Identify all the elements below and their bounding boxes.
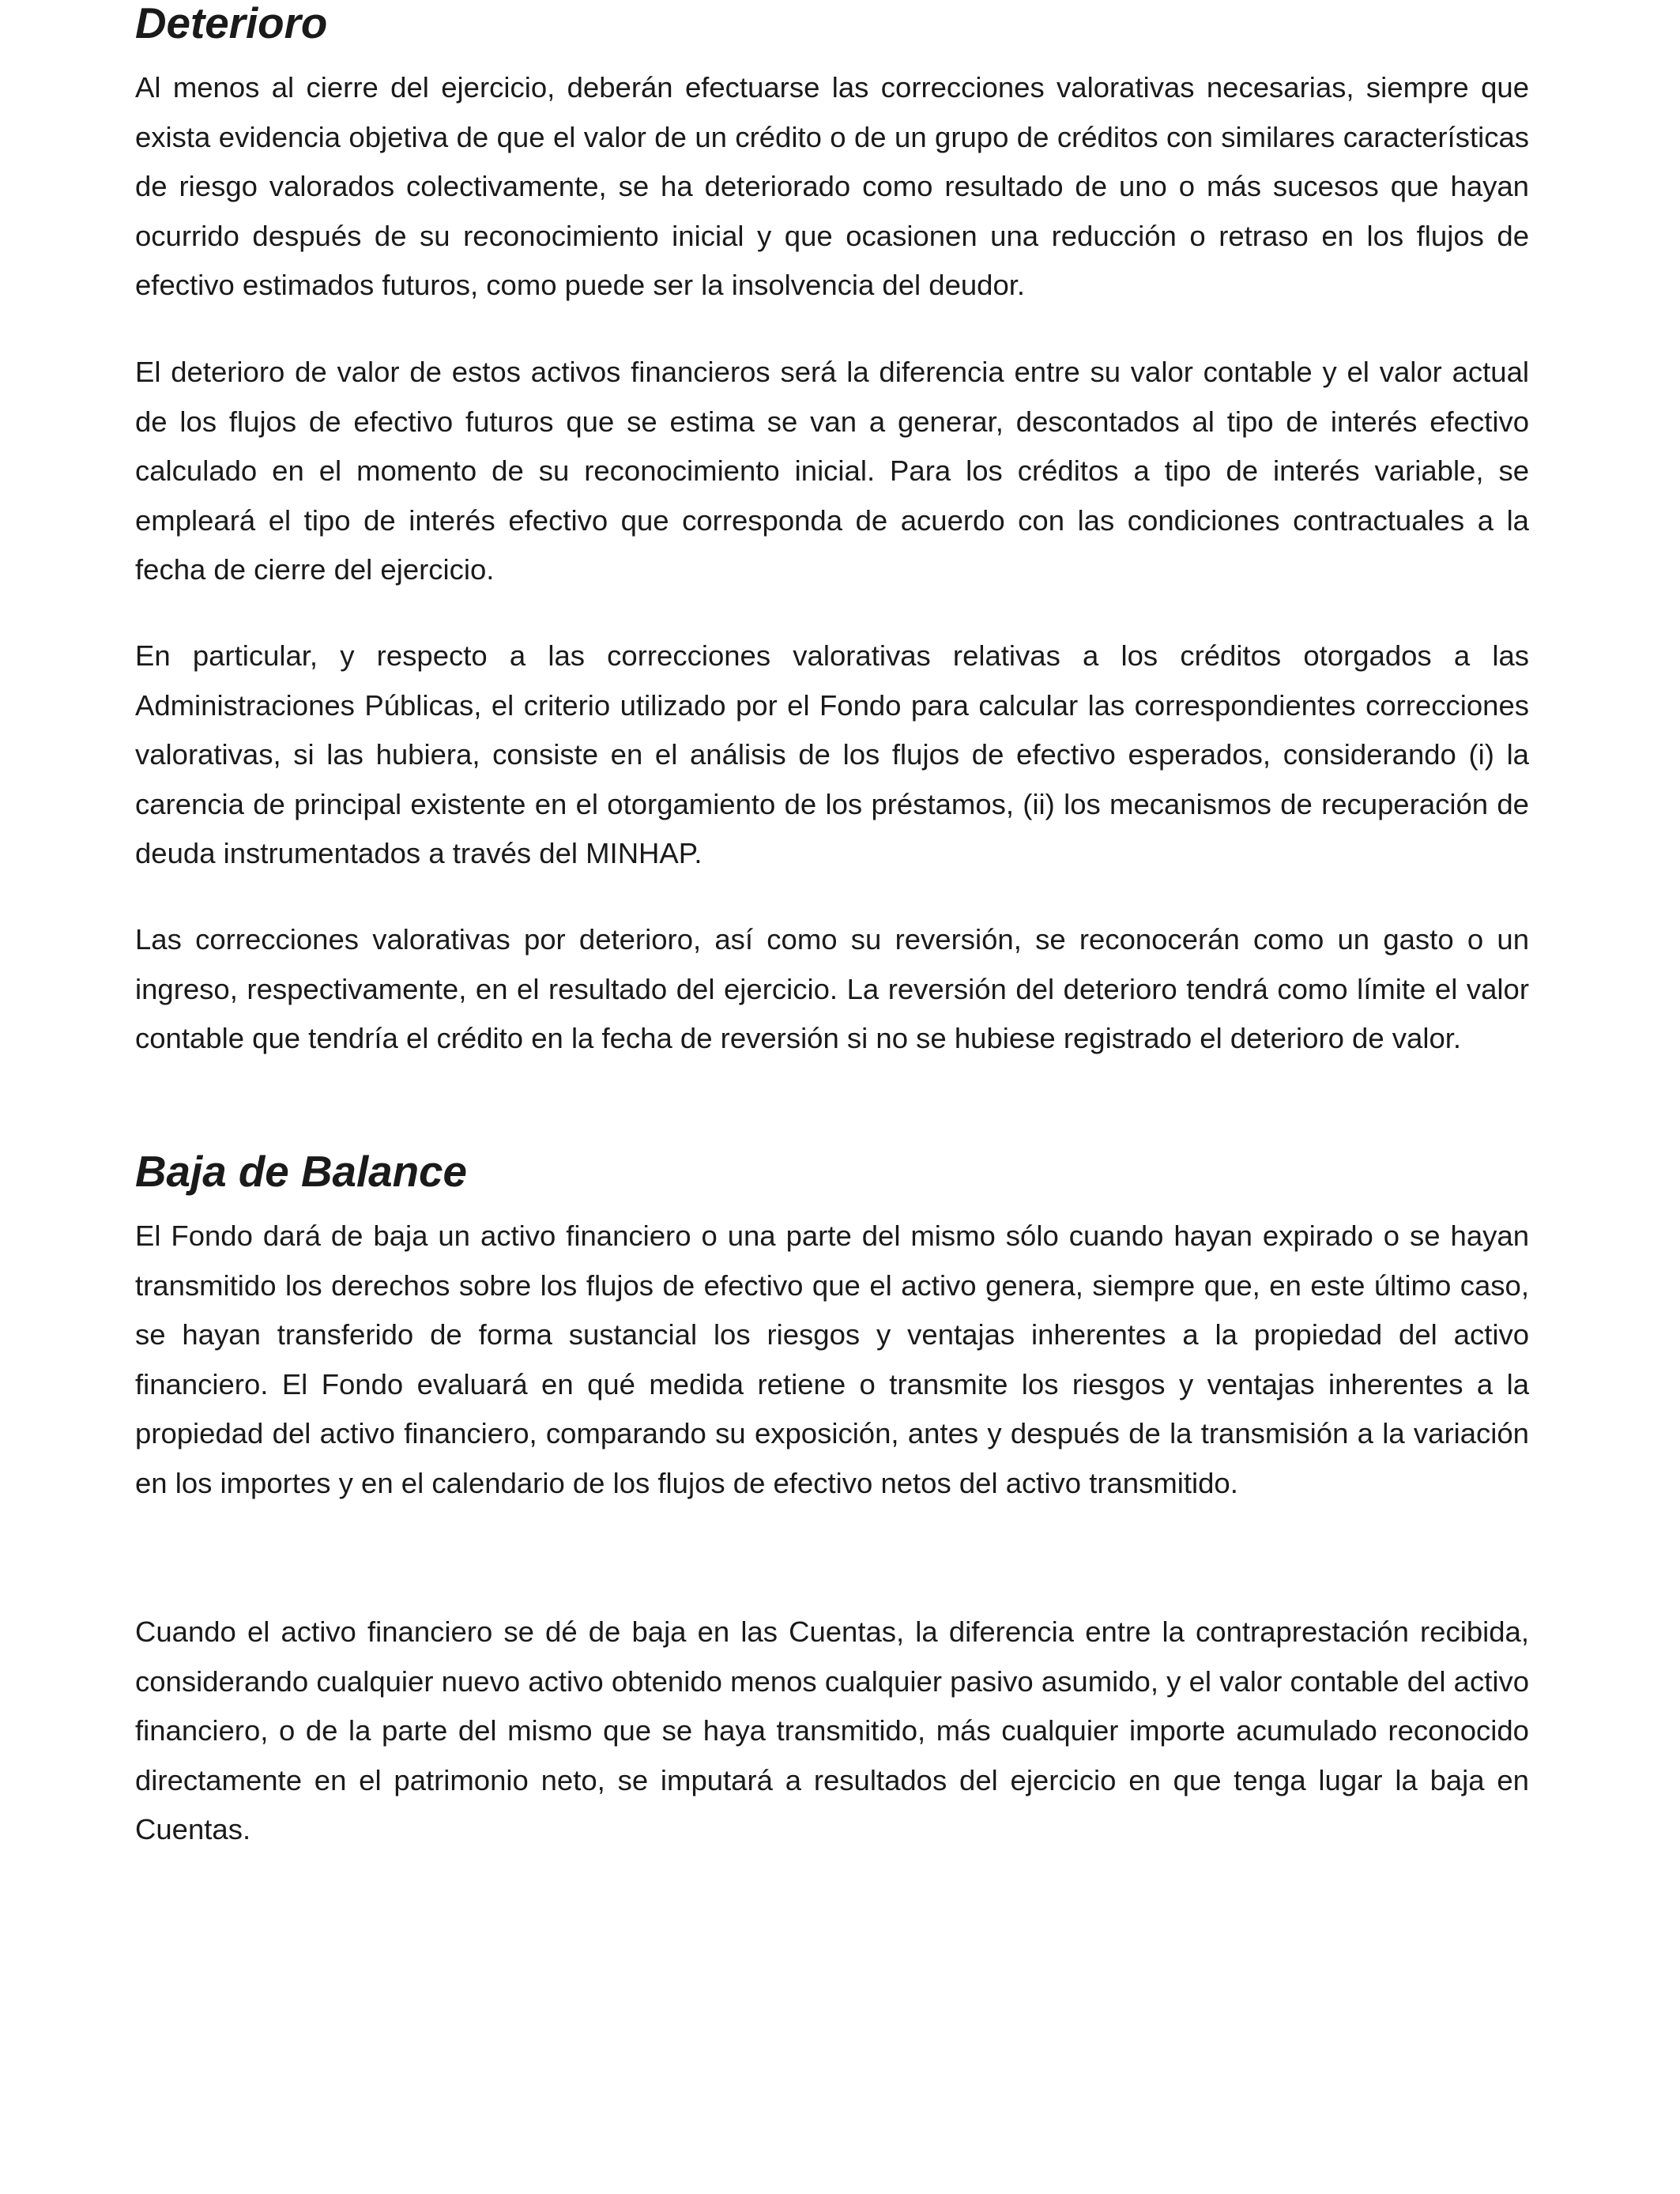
paragraph-deterioro-1: Al menos al cierre del ejercicio, deberán efectuarse las correcciones valorativas necesarias, siempre que exista evidencia objetiva de que el valor de un crédito o de un grupo de créditos con similares características de riesgo valorados colectivamente, se ha deteriorado como resultado de uno o más sucesos que hayan ocurrido después de su reconocimiento inicial y que ocasionen una reducción o retraso en los flujos de efectivo estimados futuros, como puede ser la insolvencia del deudor. — [135, 71, 1529, 301]
section-heading-baja-de-balance: Baja de Balance — [135, 1147, 467, 1196]
paragraph-baja-2: Cuando el activo financiero se dé de baja en las Cuentas, la diferencia entre la contraprestación recibida, considerando cualquier nuevo activo obtenido menos cualquier pasivo asumido, y el valor contable del activo financiero, o de la parte del mismo que se haya transmitido, más cualquier importe acumulado reconocido directamente en el patrimonio neto, se imputará a resultados del ejercicio en que tenga lugar la baja en Cuentas. — [135, 1615, 1529, 1845]
section-heading-deterioro: Deterioro — [135, 0, 328, 47]
paragraph-deterioro-4: Las correcciones valorativas por deterioro, así como su reversión, se reconocerán como un gasto o un ingreso, respectivamente, en el resultado del ejercicio. La reversión del deterioro tendrá como límite el valor contable que tendría el crédito en la fecha de reversión si no se hubiese registrado el deterioro de valor. — [135, 923, 1529, 1054]
paragraph-deterioro-3: En particular, y respecto a las correcciones valorativas relativas a los créditos otorgados a las Administraciones Públicas, el criterio utilizado por el Fondo para calcular las correspondientes correcciones valorativas, si las hubiera, consiste en el análisis de los flujos de efectivo esperados, considerando (i) la carencia de principal existente en el otorgamiento de los préstamos, (ii) los mecanismos de recuperación de deuda instrumentados a través del MINHAP. — [135, 639, 1529, 869]
paragraph-baja-1: El Fondo dará de baja un activo financiero o una parte del mismo sólo cuando hayan expirado o se hayan transmitido los derechos sobre los flujos de efectivo que el activo genera, siempre que, en este último caso, se hayan transferido de forma sustancial los riesgos y ventajas inherentes a la propiedad del activo financiero. El Fondo evaluará en qué medida retiene o transmite los riesgos y ventajas inherentes a la propiedad del activo financiero, comparando su exposición, antes y después de la transmisión a la variación en los importes y en el calendario de los flujos de efectivo netos del activo transmitido. — [135, 1220, 1529, 1499]
paragraph-deterioro-2: El deterioro de valor de estos activos financieros será la diferencia entre su valor contable y el valor actual de los flujos de efectivo futuros que se estima se van a generar, descontados al tipo de interés efectivo calculado en el momento de su reconocimiento inicial. Para los créditos a tipo de interés variable, se empleará el tipo de interés efectivo que corresponda de acuerdo con las condiciones contractuales a la fecha de cierre del ejercicio. — [135, 356, 1529, 586]
